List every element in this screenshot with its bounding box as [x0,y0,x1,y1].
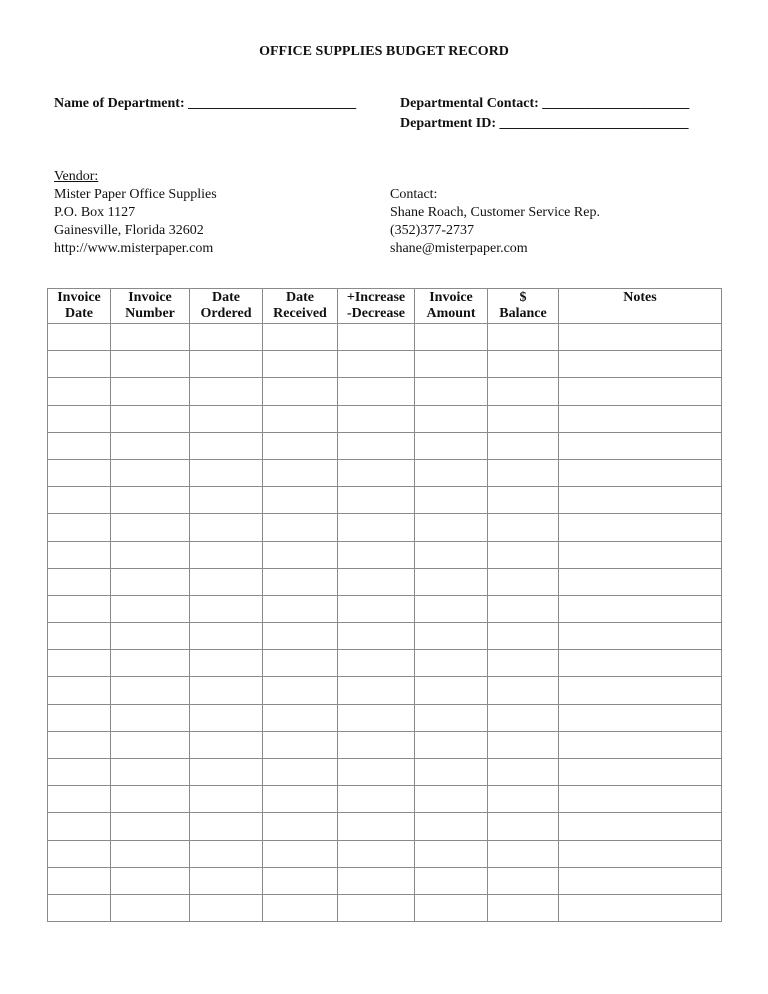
table-cell[interactable] [111,894,190,921]
col-balance: $ Balance [488,289,559,324]
table-cell[interactable] [190,514,263,541]
departmental-contact-label: Departmental Contact: [400,96,539,111]
table-cell[interactable] [415,623,488,650]
table-row [48,840,722,867]
table-cell[interactable] [488,432,559,459]
table-row [48,786,722,813]
table-cell[interactable] [559,378,722,405]
contact-phone: (352)377-2737 [390,223,474,238]
table-cell[interactable] [48,623,111,650]
table-cell[interactable] [559,786,722,813]
table-cell[interactable] [415,378,488,405]
table-cell[interactable] [111,650,190,677]
name-of-department-label: Name of Department: [54,96,185,111]
table-cell[interactable] [190,650,263,677]
vendor-heading: Vendor: [54,169,99,184]
table-row [48,650,722,677]
table-cell[interactable] [488,351,559,378]
table-cell[interactable] [488,677,559,704]
table-cell[interactable] [111,813,190,840]
table-row [48,541,722,568]
table-cell[interactable] [338,677,415,704]
table-cell[interactable] [488,813,559,840]
table-cell[interactable] [488,623,559,650]
table-cell[interactable] [415,813,488,840]
table-cell[interactable] [559,541,722,568]
contact-block [390,186,600,258]
table-cell[interactable] [415,514,488,541]
table-cell[interactable] [338,351,415,378]
table-cell[interactable] [111,595,190,622]
table-cell[interactable] [263,677,338,704]
table-cell[interactable] [48,867,111,894]
table-cell[interactable] [111,568,190,595]
table-cell[interactable] [190,894,263,921]
table-cell[interactable] [338,650,415,677]
table-cell[interactable] [559,759,722,786]
table-cell[interactable] [48,378,111,405]
table-header-row [48,289,722,324]
table-cell[interactable] [559,487,722,514]
table-cell[interactable] [559,595,722,622]
table-cell[interactable] [415,568,488,595]
table-cell[interactable] [263,568,338,595]
table-cell[interactable] [190,568,263,595]
table-cell[interactable] [48,759,111,786]
table-cell[interactable] [338,324,415,351]
table-cell[interactable] [488,894,559,921]
contact-heading: Contact: [390,187,438,202]
table-cell[interactable] [111,704,190,731]
table-cell[interactable] [338,405,415,432]
table-cell[interactable] [488,405,559,432]
document-title: OFFICE SUPPLIES BUDGET RECORD [259,44,509,59]
table-cell[interactable] [415,840,488,867]
vendor-po-box: P.O. Box 1127 [54,205,136,220]
table-cell[interactable] [488,759,559,786]
table-cell[interactable] [190,432,263,459]
col-notes: Notes [559,289,722,324]
table-cell[interactable] [488,378,559,405]
table-cell[interactable] [263,759,338,786]
table-cell[interactable] [48,568,111,595]
table-cell[interactable] [338,487,415,514]
table-cell[interactable] [415,351,488,378]
table-cell[interactable] [559,731,722,758]
table-cell[interactable] [48,351,111,378]
table-cell[interactable] [488,867,559,894]
table-cell[interactable] [48,677,111,704]
table-cell[interactable] [48,840,111,867]
table-cell[interactable] [111,731,190,758]
table-cell[interactable] [488,786,559,813]
table-cell[interactable] [338,840,415,867]
table-cell[interactable] [111,351,190,378]
table-cell[interactable] [111,324,190,351]
table-cell[interactable] [338,378,415,405]
table-cell[interactable] [263,731,338,758]
table-row [48,731,722,758]
table-cell[interactable] [48,650,111,677]
col-date-received: Date Received [263,289,338,324]
table-cell[interactable] [488,840,559,867]
department-id-field[interactable] [400,116,689,132]
table-cell[interactable] [415,432,488,459]
table-cell[interactable] [111,677,190,704]
table-cell[interactable] [415,731,488,758]
name-of-department-field[interactable] [54,96,356,112]
table-cell[interactable] [190,351,263,378]
table-cell[interactable] [111,405,190,432]
table-cell[interactable] [415,704,488,731]
col-increase-decrease: +Increase -Decrease [338,289,415,324]
table-row [48,405,722,432]
table-cell[interactable] [338,541,415,568]
table-row [48,867,722,894]
table-cell[interactable] [111,786,190,813]
table-cell[interactable] [559,623,722,650]
table-cell[interactable] [263,704,338,731]
table-cell[interactable] [48,514,111,541]
table-row [48,759,722,786]
table-cell[interactable] [559,432,722,459]
table-cell[interactable] [190,759,263,786]
col-date-ordered: Date Ordered [190,289,263,324]
table-cell[interactable] [263,487,338,514]
contact-name: Shane Roach, Customer Service Rep. [390,205,600,220]
vendor-name: Mister Paper Office Supplies [54,187,217,202]
table-cell[interactable] [415,650,488,677]
table-cell[interactable] [190,487,263,514]
table-row [48,459,722,486]
table-cell[interactable] [488,595,559,622]
table-cell[interactable] [415,487,488,514]
departmental-contact-blank[interactable]: _____________________ [542,96,690,111]
table-cell[interactable] [190,595,263,622]
table-cell[interactable] [111,623,190,650]
table-cell[interactable] [263,459,338,486]
table-cell[interactable] [338,595,415,622]
vendor-city: Gainesville, Florida 32602 [54,223,204,238]
table-cell[interactable] [190,677,263,704]
table-cell[interactable] [48,894,111,921]
table-cell[interactable] [111,378,190,405]
table-cell[interactable] [559,813,722,840]
table-cell[interactable] [48,405,111,432]
table-row [48,704,722,731]
table-cell[interactable] [338,813,415,840]
table-cell[interactable] [190,378,263,405]
table-row [48,623,722,650]
table-cell[interactable] [263,623,338,650]
table-cell[interactable] [190,840,263,867]
table-cell[interactable] [488,541,559,568]
department-id-blank[interactable]: ___________________________ [499,116,689,131]
table-cell[interactable] [48,704,111,731]
table-cell[interactable] [263,432,338,459]
table-cell[interactable] [190,541,263,568]
table-cell[interactable] [415,595,488,622]
table-cell[interactable] [559,405,722,432]
table-cell[interactable] [488,487,559,514]
table-cell[interactable] [190,704,263,731]
table-cell[interactable] [48,541,111,568]
vendor-website: http://www.misterpaper.com [54,241,214,256]
table-body [48,324,722,922]
table-cell[interactable] [190,867,263,894]
table-cell[interactable] [559,514,722,541]
table-row [48,324,722,351]
table-cell[interactable] [415,324,488,351]
table-cell[interactable] [415,541,488,568]
table-cell[interactable] [559,867,722,894]
table-cell[interactable] [48,731,111,758]
table-cell[interactable] [48,459,111,486]
table-cell[interactable] [559,704,722,731]
table-cell[interactable] [190,786,263,813]
table-cell[interactable] [48,813,111,840]
table-cell[interactable] [263,840,338,867]
table-cell[interactable] [488,324,559,351]
table-cell[interactable] [111,459,190,486]
table-cell[interactable] [111,759,190,786]
table-cell[interactable] [190,324,263,351]
table-cell[interactable] [263,894,338,921]
table-cell[interactable] [190,405,263,432]
table-cell[interactable] [48,786,111,813]
table-cell[interactable] [338,432,415,459]
table-cell[interactable] [488,731,559,758]
table-row [48,351,722,378]
table-cell[interactable] [415,894,488,921]
table-cell[interactable] [111,432,190,459]
col-invoice-amount: Invoice Amount [415,289,488,324]
table-cell[interactable] [338,731,415,758]
table-cell[interactable] [263,541,338,568]
departmental-contact-field[interactable] [400,96,689,112]
table-cell[interactable] [190,623,263,650]
table-cell[interactable] [190,813,263,840]
table-cell[interactable] [263,813,338,840]
table-cell[interactable] [488,459,559,486]
table-cell[interactable] [559,894,722,921]
table-cell[interactable] [338,568,415,595]
table-cell[interactable] [338,623,415,650]
table-row [48,894,722,921]
department-id-label: Department ID: [400,116,497,131]
table-cell[interactable] [263,351,338,378]
table-cell[interactable] [338,786,415,813]
table-cell[interactable] [111,867,190,894]
col-invoice-date: Invoice Date [48,289,111,324]
table-row [48,813,722,840]
table-cell[interactable] [48,324,111,351]
table-cell[interactable] [559,459,722,486]
table-row [48,568,722,595]
table-cell[interactable] [48,487,111,514]
table-cell[interactable] [559,677,722,704]
table-cell[interactable] [559,324,722,351]
table-cell[interactable] [415,759,488,786]
table-cell[interactable] [111,487,190,514]
table-row [48,677,722,704]
table-cell[interactable] [415,786,488,813]
table-row [48,432,722,459]
table-cell[interactable] [559,568,722,595]
name-of-department-blank[interactable]: ________________________ [188,96,357,111]
table-row [48,595,722,622]
table-row [48,514,722,541]
table-cell[interactable] [263,786,338,813]
table-row [48,378,722,405]
table-cell[interactable] [263,405,338,432]
table-cell[interactable] [263,595,338,622]
table-cell[interactable] [338,867,415,894]
table-cell[interactable] [263,650,338,677]
table-cell[interactable] [338,459,415,486]
table-cell[interactable] [338,704,415,731]
col-invoice-number: Invoice Number [111,289,190,324]
table-cell[interactable] [559,351,722,378]
table-cell[interactable] [190,459,263,486]
contact-email: shane@misterpaper.com [390,241,528,256]
table-cell[interactable] [488,650,559,677]
table-cell[interactable] [338,894,415,921]
vendor-block [54,168,217,258]
table-cell[interactable] [488,704,559,731]
table-cell[interactable] [190,731,263,758]
table-cell[interactable] [338,514,415,541]
table-cell[interactable] [559,840,722,867]
table-row [48,487,722,514]
table-cell[interactable] [415,459,488,486]
table-cell[interactable] [263,324,338,351]
table-cell[interactable] [263,867,338,894]
table-cell[interactable] [263,514,338,541]
budget-record-table [47,288,722,922]
table-cell[interactable] [488,568,559,595]
table-cell[interactable] [263,378,338,405]
table-cell[interactable] [488,514,559,541]
table-cell[interactable] [415,405,488,432]
table-cell[interactable] [338,759,415,786]
table-cell[interactable] [415,867,488,894]
table-cell[interactable] [111,541,190,568]
table-cell[interactable] [111,840,190,867]
table-cell[interactable] [48,432,111,459]
table-cell[interactable] [415,677,488,704]
table-cell[interactable] [559,650,722,677]
table-cell[interactable] [111,514,190,541]
table-cell[interactable] [48,595,111,622]
